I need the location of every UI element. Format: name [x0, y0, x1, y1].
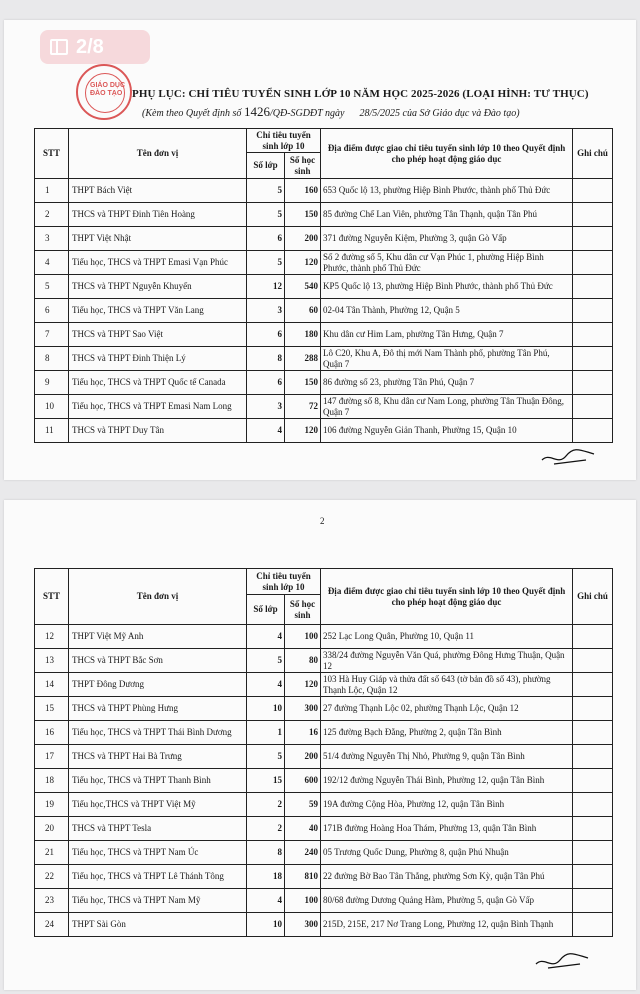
row-address: 106 đường Nguyễn Giản Thanh, Phường 15, Quận 10 [321, 419, 573, 443]
row-unit-name: Tiểu học, THCS và THPT Nam Mỹ [69, 889, 247, 913]
table-row [35, 913, 613, 937]
row-unit-name: THPT Đông Dương [69, 673, 247, 697]
row-note [573, 323, 613, 347]
row-note [573, 841, 613, 865]
table-row [35, 323, 613, 347]
row-note [573, 745, 613, 769]
row-note [573, 673, 613, 697]
row-note [573, 419, 613, 443]
table-row [35, 697, 613, 721]
row-students: 300 [285, 697, 321, 721]
table-row [35, 347, 613, 371]
decision-number: 1426 [243, 104, 270, 119]
row-stt: 20 [35, 817, 69, 841]
row-stt: 17 [35, 745, 69, 769]
row-unit-name: Tiểu học,THCS và THPT Việt Mỹ [69, 793, 247, 817]
row-students: 180 [285, 323, 321, 347]
table-row [35, 625, 613, 649]
row-classes: 1 [247, 721, 285, 745]
page-counter-badge[interactable] [40, 30, 150, 64]
row-classes: 10 [247, 913, 285, 937]
row-note [573, 371, 613, 395]
header-stt: STT [35, 569, 69, 625]
row-stt: 4 [35, 251, 69, 275]
row-students: 200 [285, 745, 321, 769]
table-row [35, 275, 613, 299]
row-classes: 8 [247, 841, 285, 865]
row-address: Số 2 đường số 5, Khu dân cư Vạn Phúc 1, phường Hiệp Bình Phước, thành phố Thủ Đức [321, 251, 573, 275]
quota-table-2 [34, 568, 613, 937]
signature-mark [534, 950, 590, 972]
row-classes: 3 [247, 395, 285, 419]
row-unit-name: THPT Việt Nhật [69, 227, 247, 251]
header-location: Địa điểm được giao chỉ tiêu tuyển sinh lớp 10 theo Quyết định cho phép hoạt động giáo dục [321, 129, 573, 179]
decision-date: 28/5/2025 của Sở Giáo dục và Đào tạo) [359, 108, 520, 119]
official-seal [76, 64, 132, 120]
row-classes: 6 [247, 227, 285, 251]
row-stt: 16 [35, 721, 69, 745]
row-address: 125 đường Bạch Đằng, Phường 2, quận Tân Bình [321, 721, 573, 745]
row-address: 85 đường Chế Lan Viên, phường Tân Thạnh, quận Tân Phú [321, 203, 573, 227]
row-stt: 24 [35, 913, 69, 937]
header-students: Số học sinh [285, 153, 321, 179]
document-subtitle [142, 104, 520, 120]
row-unit-name: Tiểu học, THCS và THPT Văn Lang [69, 299, 247, 323]
row-address: 252 Lạc Long Quân, Phường 10, Quận 11 [321, 625, 573, 649]
row-classes: 5 [247, 203, 285, 227]
row-note [573, 395, 613, 419]
row-stt: 6 [35, 299, 69, 323]
row-students: 120 [285, 251, 321, 275]
row-classes: 5 [247, 251, 285, 275]
row-students: 300 [285, 913, 321, 937]
row-stt: 21 [35, 841, 69, 865]
row-note [573, 721, 613, 745]
row-unit-name: Tiểu học, THCS và THPT Emasi Nam Long [69, 395, 247, 419]
page-number: 2 [320, 516, 325, 526]
row-unit-name: THCS và THPT Phùng Hưng [69, 697, 247, 721]
row-note [573, 817, 613, 841]
row-students: 240 [285, 841, 321, 865]
row-unit-name: THCS và THPT Bắc Sơn [69, 649, 247, 673]
table-row [35, 419, 613, 443]
row-stt: 12 [35, 625, 69, 649]
row-classes: 4 [247, 889, 285, 913]
row-stt: 15 [35, 697, 69, 721]
row-note [573, 793, 613, 817]
row-address: 103 Hà Huy Giáp và thửa đất số 643 (tờ bản đồ số 43), phường Thạnh Lộc, Quận 12 [321, 673, 573, 697]
row-unit-name: THCS và THPT Sao Việt [69, 323, 247, 347]
row-stt: 2 [35, 203, 69, 227]
row-unit-name: THCS và THPT Duy Tân [69, 419, 247, 443]
row-unit-name: THPT Sài Gòn [69, 913, 247, 937]
row-note [573, 889, 613, 913]
row-note [573, 299, 613, 323]
header-quota-group: Chỉ tiêu tuyển sinh lớp 10 [247, 569, 321, 595]
row-classes: 6 [247, 323, 285, 347]
header-note: Ghi chú [573, 129, 613, 179]
row-note [573, 347, 613, 371]
row-note [573, 913, 613, 937]
row-students: 288 [285, 347, 321, 371]
row-unit-name: THPT Bách Việt [69, 179, 247, 203]
row-address: 27 đường Thạnh Lộc 02, phường Thạnh Lộc, Quận 12 [321, 697, 573, 721]
row-classes: 2 [247, 817, 285, 841]
row-unit-name: Tiểu học, THCS và THPT Lê Thánh Tông [69, 865, 247, 889]
row-stt: 10 [35, 395, 69, 419]
row-students: 810 [285, 865, 321, 889]
row-classes: 6 [247, 371, 285, 395]
row-classes: 15 [247, 769, 285, 793]
row-note [573, 275, 613, 299]
row-students: 160 [285, 179, 321, 203]
row-students: 540 [285, 275, 321, 299]
header-unit: Tên đơn vị [69, 569, 247, 625]
row-classes: 5 [247, 745, 285, 769]
header-quota-group: Chỉ tiêu tuyển sinh lớp 10 [247, 129, 321, 153]
row-address: Lô C20, Khu A, Đô thị mới Nam Thành phố, phường Tân Phú, Quận 7 [321, 347, 573, 371]
seal-text-1: GIÁO DỤC [90, 82, 125, 89]
row-unit-name: Tiểu học, THCS và THPT Nam Úc [69, 841, 247, 865]
subtitle-suffix: /QĐ-SGDĐT ngày [269, 108, 345, 119]
table-row [35, 865, 613, 889]
row-students: 150 [285, 203, 321, 227]
row-address: 19A đường Cộng Hòa, Phường 12, quận Tân Bình [321, 793, 573, 817]
row-students: 60 [285, 299, 321, 323]
row-classes: 4 [247, 419, 285, 443]
header-students: Số học sinh [285, 595, 321, 625]
row-students: 600 [285, 769, 321, 793]
row-address: 80/68 đường Dương Quảng Hàm, Phường 5, quận Gò Vấp [321, 889, 573, 913]
row-unit-name: Tiểu học, THCS và THPT Emasi Vạn Phúc [69, 251, 247, 275]
row-stt: 8 [35, 347, 69, 371]
row-address: Khu dân cư Him Lam, phường Tân Hưng, Quận 7 [321, 323, 573, 347]
row-note [573, 649, 613, 673]
table-row [35, 179, 613, 203]
document-page-1 [4, 20, 636, 480]
row-unit-name: THCS và THPT Đinh Tiên Hoàng [69, 203, 247, 227]
row-note [573, 251, 613, 275]
row-students: 120 [285, 673, 321, 697]
row-students: 16 [285, 721, 321, 745]
subtitle-prefix: (Kèm theo Quyết định số [142, 108, 242, 119]
row-stt: 23 [35, 889, 69, 913]
row-address: 338/24 đường Nguyễn Văn Quá, phường Đông Hưng Thuận, Quận 12 [321, 649, 573, 673]
header-unit: Tên đơn vị [69, 129, 247, 179]
row-unit-name: Tiểu học, THCS và THPT Thanh Bình [69, 769, 247, 793]
row-students: 40 [285, 817, 321, 841]
table-row [35, 721, 613, 745]
row-stt: 11 [35, 419, 69, 443]
row-note [573, 769, 613, 793]
row-unit-name: THCS và THPT Nguyễn Khuyến [69, 275, 247, 299]
row-address: 192/12 đường Nguyễn Thái Bình, Phường 12, quận Tân Bình [321, 769, 573, 793]
row-address: KP5 Quốc lộ 13, phường Hiệp Bình Phước, thành phố Thủ Đức [321, 275, 573, 299]
row-unit-name: THPT Việt Mỹ Anh [69, 625, 247, 649]
row-unit-name: THCS và THPT Đinh Thiện Lý [69, 347, 247, 371]
table-row [35, 299, 613, 323]
row-note [573, 179, 613, 203]
row-unit-name: Tiểu học, THCS và THPT Thái Bình Dương [69, 721, 247, 745]
row-classes: 4 [247, 673, 285, 697]
row-stt: 5 [35, 275, 69, 299]
row-classes: 18 [247, 865, 285, 889]
row-classes: 3 [247, 299, 285, 323]
table-row [35, 203, 613, 227]
table-row [35, 395, 613, 419]
table-row [35, 841, 613, 865]
row-address: 05 Trương Quốc Dung, Phường 8, quận Phú Nhuận [321, 841, 573, 865]
row-students: 150 [285, 371, 321, 395]
row-stt: 1 [35, 179, 69, 203]
row-address: 147 đường số 8, Khu dân cư Nam Long, phường Tân Thuận Đông, Quận 7 [321, 395, 573, 419]
quota-table-1 [34, 128, 613, 443]
table-row [35, 769, 613, 793]
row-classes: 12 [247, 275, 285, 299]
table-row [35, 793, 613, 817]
header-classes: Số lớp [247, 595, 285, 625]
row-address: 51/4 đường Nguyễn Thị Nhỏ, Phường 9, quận Tân Bình [321, 745, 573, 769]
table-row [35, 889, 613, 913]
row-stt: 22 [35, 865, 69, 889]
row-note [573, 625, 613, 649]
row-unit-name: THCS và THPT Tesla [69, 817, 247, 841]
row-note [573, 697, 613, 721]
row-note [573, 203, 613, 227]
row-classes: 5 [247, 649, 285, 673]
document-page-2 [4, 500, 636, 990]
row-stt: 3 [35, 227, 69, 251]
row-stt: 13 [35, 649, 69, 673]
row-students: 80 [285, 649, 321, 673]
row-students: 100 [285, 889, 321, 913]
table-row [35, 649, 613, 673]
row-address: 86 đường số 23, phường Tân Phú, Quận 7 [321, 371, 573, 395]
row-classes: 10 [247, 697, 285, 721]
document-title: PHỤ LỤC: CHỈ TIÊU TUYỂN SINH LỚP 10 NĂM HỌC 2025-2026 (LOẠI HÌNH: TƯ THỤC) [132, 88, 589, 100]
row-address: 371 đường Nguyễn Kiệm, Phường 3, quận Gò Vấp [321, 227, 573, 251]
table-row [35, 251, 613, 275]
row-note [573, 227, 613, 251]
row-classes: 5 [247, 179, 285, 203]
table-row [35, 673, 613, 697]
header-location: Địa điểm được giao chỉ tiêu tuyển sinh lớp 10 theo Quyết định cho phép hoạt động giáo dục [321, 569, 573, 625]
row-students: 59 [285, 793, 321, 817]
row-note [573, 865, 613, 889]
row-address: 653 Quốc lộ 13, phường Hiệp Bình Phước, thành phố Thủ Đức [321, 179, 573, 203]
row-stt: 18 [35, 769, 69, 793]
header-note: Ghi chú [573, 569, 613, 625]
row-unit-name: Tiểu học, THCS và THPT Quốc tế Canada [69, 371, 247, 395]
header-classes: Số lớp [247, 153, 285, 179]
row-students: 200 [285, 227, 321, 251]
table-row [35, 227, 613, 251]
row-address: 02-04 Tân Thành, Phường 12, Quận 5 [321, 299, 573, 323]
pages-icon [50, 39, 68, 55]
table-row [35, 745, 613, 769]
row-classes: 2 [247, 793, 285, 817]
row-stt: 7 [35, 323, 69, 347]
row-classes: 8 [247, 347, 285, 371]
header-stt: STT [35, 129, 69, 179]
row-classes: 4 [247, 625, 285, 649]
seal-text-2: ĐÀO TẠO [90, 90, 123, 97]
table-row [35, 371, 613, 395]
row-students: 72 [285, 395, 321, 419]
row-address: 215D, 215E, 217 Nơ Trang Long, Phường 12, quận Bình Thạnh [321, 913, 573, 937]
page-counter-label: 2/8 [76, 35, 104, 58]
row-address: 171B đường Hoàng Hoa Thám, Phường 13, quận Tân Bình [321, 817, 573, 841]
row-unit-name: THCS và THPT Hai Bà Trưng [69, 745, 247, 769]
table-row [35, 817, 613, 841]
row-stt: 9 [35, 371, 69, 395]
row-students: 120 [285, 419, 321, 443]
signature-mark [540, 446, 596, 468]
row-address: 22 đường Bờ Bao Tân Thắng, phường Sơn Kỳ, quận Tân Phú [321, 865, 573, 889]
row-stt: 14 [35, 673, 69, 697]
row-stt: 19 [35, 793, 69, 817]
row-students: 100 [285, 625, 321, 649]
